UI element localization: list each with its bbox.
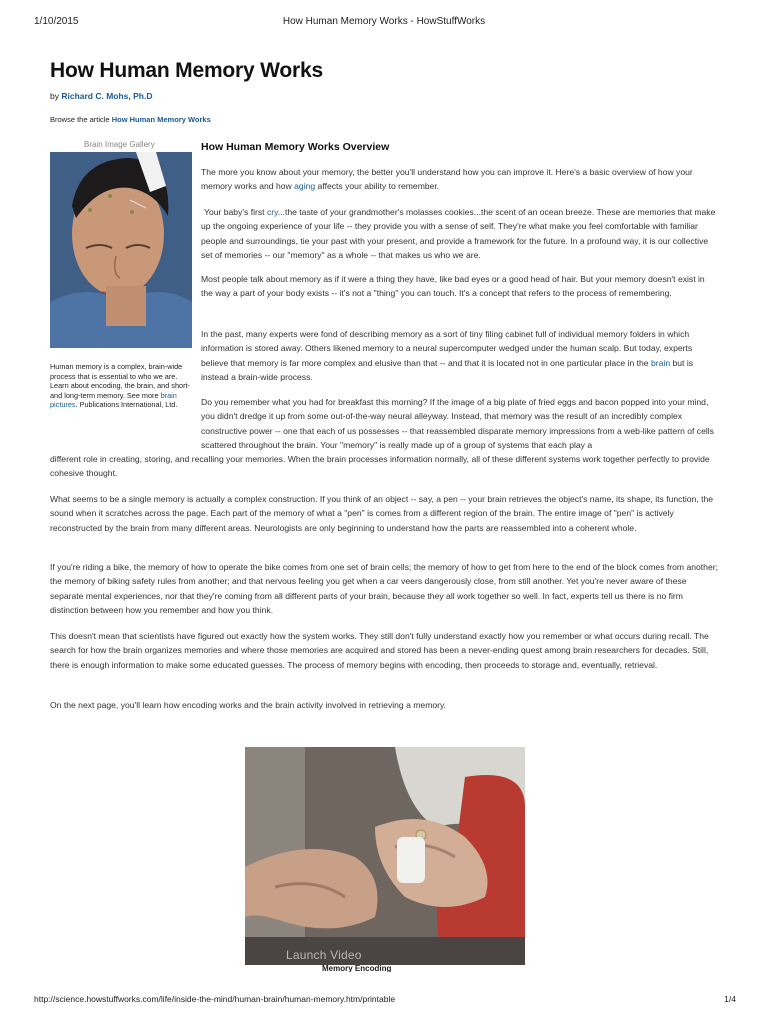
byline [50,91,153,101]
print-date: 1/10/2015 [34,16,79,27]
byline-prefix: by [50,91,62,101]
gallery-photo-illustration [50,152,192,348]
paragraph-7: If you're riding a bike, the memory of how to operate the bike comes from one set of brain cells; the memory of how to get from here to the end of the block comes from another; the memory of biking safety rules from another; and that nervous feeling you get when a car veers dangerously close, from still another. Yet you're never aware of these separate mental experiences, nor that they're coming from all different parts of your brain, because they all work together so well. In fact, experts tell us there is no firm distinction between how you remember and how you think. [50,562,718,616]
paragraph-5: Do you remember what you had for breakfast this morning? If the image of a big plate of fried eggs and bacon popped into your mind, you didn't dredge it up from some out-of-the-way neural alleyway. Instead, that memory was the result of an incredibly complex constructive power -- one that each of us possesses -- that reassembled disparate memory impressions from a web-like pattern of cells scattered throughout the brain. Your "memory" is really made up of a group of systems that each play a [201,397,714,451]
brain-pictures-link[interactable]: brain pictures [50,390,177,410]
gallery-photo-man-with-electrodes[interactable] [50,152,192,348]
paragraph-2-text-b: ...the taste of your grandmother's molasses cookies...the scent of an ocean breeze. These are memories that make up the ongoing experience of your life -- they provide you with a sense of self. They're what make you feel comfortable with familiar people and surroundings, tie your past with your present, and provide a framework for the future. In a profound way, it is our collective set of memories -- our "memory" as a whole -- that makes us who we are. [201,207,716,261]
paragraph-4 [201,327,719,385]
print-document-title: How Human Memory Works - HowStuffWorks [282,16,486,27]
paragraph-1-text-a: The more you know about your memory, the better you'll understand how you can improve it. Here's a basic overview of how your memory works and how [201,167,693,192]
browse-article [50,115,211,124]
gallery-caption-suffix: . [75,400,78,410]
video-thumbnail[interactable] [245,747,525,965]
paragraph-2 [201,205,719,263]
paragraph-5-continued: different role in creating, storing, and recalling your memories. When the brain processes information normally, all of these different systems work together perfectly to provide cohesive thought. [50,454,710,479]
section-heading: How Human Memory Works Overview [201,141,390,153]
browse-prefix: Browse the article [50,115,112,124]
author-link[interactable]: Richard C. Mohs, Ph.D [61,91,153,101]
gallery-caption [50,362,192,410]
paragraph-2-text-a: Your baby's first [204,207,267,217]
launch-video-button[interactable]: Launch Video [286,948,362,962]
article-title: How Human Memory Works [50,59,323,82]
paragraph-4-text-a: In the past, many experts were fond of describing memory as a sort of tiny filing cabinet full of individual memory folders in which information is stored away. Others likened memory to a neural supercomputer wedged under the human scalp. But today, experts believe that memory is far more complex and elusive than that -- and that it is located not in one particular place in the [201,329,693,368]
browse-article-link[interactable]: How Human Memory Works [111,115,211,124]
paragraph-1 [201,165,719,194]
cry-link[interactable]: cry [266,207,278,217]
paragraph-9: On the next page, you'll learn how encoding works and the brain activity involved in retrieving a memory. [50,700,447,710]
paragraph-6: What seems to be a single memory is actually a complex construction. If you think of an object -- say, a pen -- your brain retrieves the object's name, its shape, its function, the sound when it scratches across the page. Each part of the memory of what a "pen" is comes from a different region of the brain. The entire image of "pen" is actively reconstructed by the brain from many different areas. Neurologists are only beginning to understand how the parts are reassembled into a coherent whole. [50,494,714,533]
print-header [0,16,768,30]
video-caption: Memory Encoding [322,964,392,972]
paragraph-1-text-b: affects your ability to remember. [315,181,440,192]
print-page-number: 1/4 [724,994,736,1004]
video-thumbnail-illustration [245,747,525,965]
paragraph-8: This doesn't mean that scientists have figured out exactly how the system works. They still don't fully understand exactly how you remember or what occurs during recall. The search for how the brain organizes memories and where those memories are acquired and stored has been a never-ending quest among brain researchers for decades. Still, there is enough information to make some educated guesses. The process of memory begins with encoding, then proceeds to storage and, eventually, retrieval. [50,631,709,670]
paragraph-4-text-b: but is instead a brain-wide process. [201,357,694,383]
brain-link[interactable]: brain [650,357,671,368]
print-url: http://science.howstuffworks.com/life/inside-the-mind/human-brain/human-memory.htm/printable [34,994,396,1004]
aging-link[interactable]: aging [294,181,316,192]
gallery-label: Brain Image Gallery [84,140,155,149]
gallery-credit: Publications International, Ltd. [79,400,178,410]
gallery-caption-text: Human memory is a complex, brain-wide process that is essential to who we are. Learn about encoding, the brain, and short- and long-term memory. See more [50,362,190,400]
print-footer [0,994,768,1008]
paragraph-3: Most people talk about memory as if it were a thing they have, like bad eyes or a good head of hair. But your memory doesn't exist in the way a part of your body exists -- it's not a "thing" you can touch. It's a concept that refers to the process of remembering. [201,274,705,299]
